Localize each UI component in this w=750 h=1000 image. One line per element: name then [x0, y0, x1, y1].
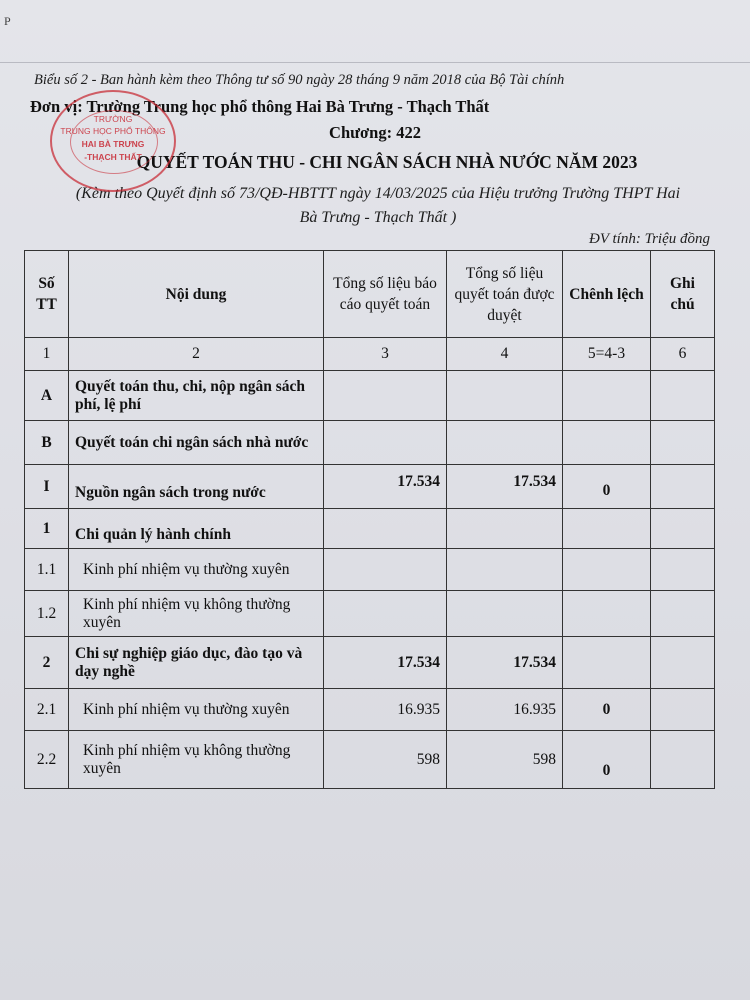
row-diff: [563, 637, 651, 689]
row-approved: [447, 371, 563, 421]
row-reported: [324, 421, 447, 465]
row-content: Kinh phí nhiệm vụ không thường xuyên: [69, 591, 324, 637]
colnum-approved: 4: [447, 338, 563, 371]
row-reported: [324, 371, 447, 421]
unit-name: Đơn vị: Trường Trung học phổ thông Hai Bà Trưng - Thạch Thất: [30, 97, 490, 116]
row-stt: 2: [25, 637, 69, 689]
colnum-stt: 1: [25, 338, 69, 371]
table-row: [25, 371, 715, 421]
table-row: [25, 591, 715, 637]
row-reported: 17.534: [324, 465, 447, 509]
header-note: Ghi chú: [651, 251, 715, 338]
row-stt: B: [25, 421, 69, 465]
row-stt: I: [25, 465, 69, 509]
header-content: Nội dung: [69, 251, 324, 338]
row-note: [651, 591, 715, 637]
row-reported: [324, 549, 447, 591]
budget-table: [24, 250, 715, 789]
row-note: [651, 637, 715, 689]
currency-unit-label: ĐV tính: Triệu đồng: [589, 231, 710, 247]
stamp-line-4: -THẠCH THẤT: [84, 152, 142, 162]
row-approved: 17.534: [447, 465, 563, 509]
row-content: Kinh phí nhiệm vụ thường xuyên: [69, 549, 324, 591]
row-diff: 0: [563, 731, 651, 789]
header-approved: Tổng số liệu quyết toán được duyệt: [447, 251, 563, 338]
table-row: [25, 731, 715, 789]
row-note: [651, 465, 715, 509]
decision-line-1: (Kèm theo Quyết định số 73/QĐ-HBTTT ngày 14/03/2025 của Hiệu trưởng Trường THPT Hai: [75, 185, 681, 202]
row-reported: [324, 591, 447, 637]
row-note: [651, 689, 715, 731]
row-diff: [563, 371, 651, 421]
stamp-line-3: HAI BÀ TRƯNG: [81, 139, 145, 149]
header-reported: Tổng số liệu báo cáo quyết toán: [324, 251, 447, 338]
row-note: [651, 371, 715, 421]
table-row: [25, 549, 715, 591]
row-reported: 16.935: [324, 689, 447, 731]
document-title: QUYẾT TOÁN THU - CHI NGÂN SÁCH NHÀ NƯỚC NĂM 2023: [136, 152, 638, 172]
stamp-line-2: TRUNG HỌC PHỔ THÔNG: [60, 126, 166, 136]
column-number-row: [25, 338, 715, 371]
row-note: [651, 549, 715, 591]
form-note: Biểu số 2 - Ban hành kèm theo Thông tư số 90 ngày 28 tháng 9 năm 2018 của Bộ Tài chính: [34, 72, 565, 88]
row-reported: 598: [324, 731, 447, 789]
row-stt: A: [25, 371, 69, 421]
table-row: [25, 509, 715, 549]
stamp-line-1: TRƯỜNG: [93, 114, 133, 124]
row-diff: 0: [563, 689, 651, 731]
table-header-row: [25, 251, 715, 338]
row-approved: [447, 591, 563, 637]
table-row: [25, 421, 715, 465]
decision-line-2: Bà Trưng - Thạch Thất ): [299, 209, 457, 226]
row-approved: [447, 421, 563, 465]
row-diff: [563, 421, 651, 465]
chapter-label: Chương: 422: [329, 123, 421, 142]
row-approved: [447, 509, 563, 549]
row-note: [651, 421, 715, 465]
row-note: [651, 731, 715, 789]
row-reported: 17.534: [324, 637, 447, 689]
corner-mark: P: [4, 14, 11, 28]
row-reported: [324, 509, 447, 549]
header-diff: Chênh lệch: [563, 251, 651, 338]
row-approved: 598: [447, 731, 563, 789]
table-row: [25, 689, 715, 731]
row-diff: [563, 549, 651, 591]
table-row: [25, 637, 715, 689]
row-content: Nguồn ngân sách trong nước: [69, 465, 324, 509]
row-note: [651, 509, 715, 549]
header-stt: Số TT: [25, 251, 69, 338]
row-stt: 2.2: [25, 731, 69, 789]
decision-reference: [38, 182, 718, 230]
row-content: Quyết toán chi ngân sách nhà nước: [69, 421, 324, 465]
row-approved: 17.534: [447, 637, 563, 689]
row-diff: [563, 509, 651, 549]
row-stt: 1.1: [25, 549, 69, 591]
row-content: Kinh phí nhiệm vụ thường xuyên: [69, 689, 324, 731]
row-content: Quyết toán thu, chi, nộp ngân sách phí, lệ phí: [69, 371, 324, 421]
colnum-note: 6: [651, 338, 715, 371]
row-diff: [563, 591, 651, 637]
colnum-diff: 5=4-3: [563, 338, 651, 371]
row-content: Chi sự nghiệp giáo dục, đào tạo và dạy nghề: [69, 637, 324, 689]
row-diff: 0: [563, 465, 651, 509]
row-stt: 1: [25, 509, 69, 549]
colnum-content: 2: [69, 338, 324, 371]
colnum-reported: 3: [324, 338, 447, 371]
row-content: Kinh phí nhiệm vụ không thường xuyên: [69, 731, 324, 789]
row-approved: [447, 549, 563, 591]
row-approved: 16.935: [447, 689, 563, 731]
row-stt: 1.2: [25, 591, 69, 637]
row-content: Chi quản lý hành chính: [69, 509, 324, 549]
fold-line: [0, 62, 750, 63]
row-stt: 2.1: [25, 689, 69, 731]
table-row: [25, 465, 715, 509]
